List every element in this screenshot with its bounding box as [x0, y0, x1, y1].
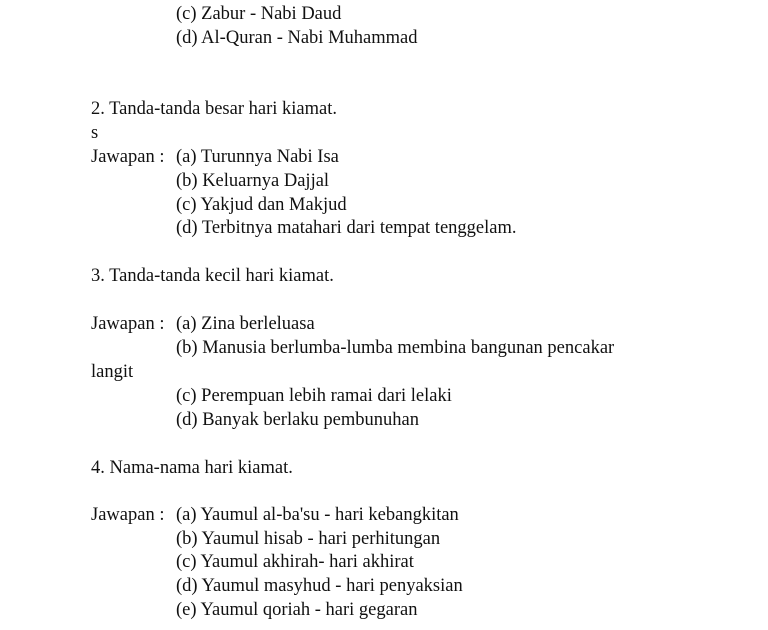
- q3-item-d: (d) Banyak berlaku pembunuhan: [176, 410, 419, 430]
- q2-item-b: (b) Keluarnya Dajjal: [176, 171, 330, 191]
- q4-item-e: (e) Yaumul qoriah - hari gegaran: [176, 600, 418, 620]
- q4-item-c: (c) Yaumul akhirah- hari akhirat: [176, 552, 414, 572]
- q4-item-b: (b) Yaumul hisab - hari perhitungan: [176, 529, 441, 549]
- q1-item-d: (d) Al-Quran - Nabi Muhammad: [176, 28, 418, 48]
- q4-answer-label: Jawapan :: [91, 505, 165, 525]
- q2-item-d: (d) Terbitnya matahari dari tempat tenggelam.: [176, 218, 517, 238]
- q3-item-b-wrap: langit: [91, 362, 134, 382]
- q3-item-a: (a) Zina berleluasa: [176, 314, 315, 334]
- q2-stray-text: s: [91, 123, 99, 143]
- q3-item-b: (b) Manusia berlumba-lumba membina bangunan pencakar: [176, 338, 615, 358]
- q4-question: 4. Nama-nama hari kiamat.: [91, 458, 293, 478]
- q3-question: 3. Tanda-tanda kecil hari kiamat.: [91, 266, 334, 286]
- q2-question: 2. Tanda-tanda besar hari kiamat.: [91, 99, 337, 119]
- q2-item-a: (a) Turunnya Nabi Isa: [176, 147, 339, 167]
- q4-item-a: (a) Yaumul al-ba'su - hari kebangkitan: [176, 505, 459, 525]
- q3-item-c: (c) Perempuan lebih ramai dari lelaki: [176, 386, 452, 406]
- q2-item-c: (c) Yakjud dan Makjud: [176, 195, 347, 215]
- q2-answer-label: Jawapan :: [91, 147, 165, 167]
- q4-item-d: (d) Yaumul masyhud - hari penyaksian: [176, 576, 463, 596]
- q1-item-c: (c) Zabur - Nabi Daud: [176, 4, 342, 24]
- q3-answer-label: Jawapan :: [91, 314, 165, 334]
